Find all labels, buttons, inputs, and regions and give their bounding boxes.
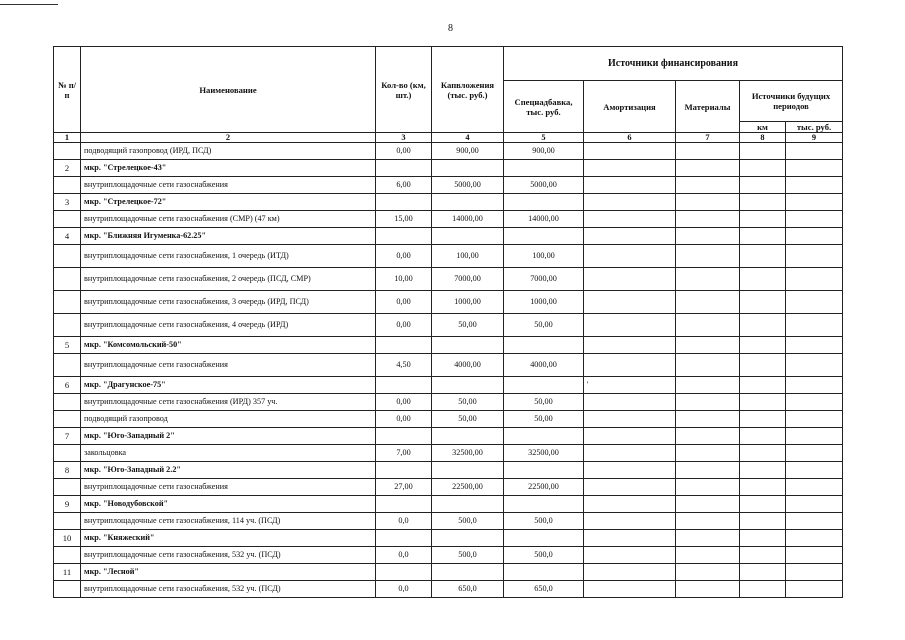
table-row bbox=[54, 354, 843, 377]
row-future-thousand-rub bbox=[786, 143, 843, 160]
row-qty bbox=[376, 160, 432, 177]
header-materials: Материалы bbox=[676, 81, 740, 133]
row-num bbox=[54, 291, 81, 314]
row-future-thousand-rub bbox=[786, 245, 843, 268]
row-qty bbox=[376, 228, 432, 245]
row-qty bbox=[376, 530, 432, 547]
row-materials bbox=[676, 314, 740, 337]
group-row bbox=[54, 428, 843, 445]
row-num: 11 bbox=[54, 564, 81, 581]
row-surcharge: 650,0 bbox=[504, 581, 584, 598]
row-capex bbox=[432, 530, 504, 547]
row-amortization bbox=[584, 268, 676, 291]
header-future-km: км bbox=[740, 122, 786, 133]
row-future-thousand-rub bbox=[786, 211, 843, 228]
row-capex: 900,00 bbox=[432, 143, 504, 160]
row-qty bbox=[376, 337, 432, 354]
row-capex bbox=[432, 194, 504, 211]
row-future-km bbox=[740, 228, 786, 245]
row-num bbox=[54, 513, 81, 530]
row-num bbox=[54, 445, 81, 462]
row-surcharge: 1000,00 bbox=[504, 291, 584, 314]
row-capex: 650,0 bbox=[432, 581, 504, 598]
row-amortization: ' bbox=[584, 377, 676, 394]
row-qty bbox=[376, 428, 432, 445]
row-materials bbox=[676, 496, 740, 513]
row-num: 4 bbox=[54, 228, 81, 245]
row-surcharge bbox=[504, 160, 584, 177]
row-name: внутриплощадочные сети газоснабжения, 2 очередь (ПСД, СМР) bbox=[81, 268, 376, 291]
row-surcharge bbox=[504, 564, 584, 581]
row-amortization bbox=[584, 211, 676, 228]
header-amortization: Амортизация bbox=[584, 81, 676, 133]
row-surcharge: 900,00 bbox=[504, 143, 584, 160]
row-future-thousand-rub bbox=[786, 337, 843, 354]
row-name: подводящий газопровод bbox=[81, 411, 376, 428]
row-surcharge: 100,00 bbox=[504, 245, 584, 268]
row-materials bbox=[676, 337, 740, 354]
row-surcharge bbox=[504, 337, 584, 354]
row-qty bbox=[376, 564, 432, 581]
row-materials bbox=[676, 581, 740, 598]
row-qty: 7,00 bbox=[376, 445, 432, 462]
row-future-km bbox=[740, 160, 786, 177]
row-surcharge: 7000,00 bbox=[504, 268, 584, 291]
row-materials bbox=[676, 160, 740, 177]
row-name: внутриплощадочные сети газоснабжения bbox=[81, 479, 376, 496]
row-future-km bbox=[740, 496, 786, 513]
row-materials bbox=[676, 177, 740, 194]
row-num bbox=[54, 581, 81, 598]
row-future-km bbox=[740, 547, 786, 564]
table-row bbox=[54, 513, 843, 530]
row-capex: 500,0 bbox=[432, 513, 504, 530]
row-qty: 0,0 bbox=[376, 513, 432, 530]
row-amortization bbox=[584, 530, 676, 547]
row-future-km bbox=[740, 268, 786, 291]
group-row bbox=[54, 530, 843, 547]
row-future-km bbox=[740, 513, 786, 530]
row-materials bbox=[676, 143, 740, 160]
row-materials bbox=[676, 228, 740, 245]
row-capex bbox=[432, 462, 504, 479]
row-qty: 15,00 bbox=[376, 211, 432, 228]
row-future-km bbox=[740, 211, 786, 228]
row-name: закольцовка bbox=[81, 445, 376, 462]
row-future-km bbox=[740, 445, 786, 462]
row-future-thousand-rub bbox=[786, 354, 843, 377]
row-name: внутриплощадочные сети газоснабжения, 4 очередь (ИРД) bbox=[81, 314, 376, 337]
table-row bbox=[54, 177, 843, 194]
row-amortization bbox=[584, 547, 676, 564]
row-future-thousand-rub bbox=[786, 462, 843, 479]
row-capex bbox=[432, 377, 504, 394]
row-amortization bbox=[584, 177, 676, 194]
table-row bbox=[54, 143, 843, 160]
row-capex: 22500,00 bbox=[432, 479, 504, 496]
row-surcharge bbox=[504, 377, 584, 394]
row-name: мкр. "Новодубовской" bbox=[81, 496, 376, 513]
table-row bbox=[54, 394, 843, 411]
row-capex: 5000,00 bbox=[432, 177, 504, 194]
row-future-thousand-rub bbox=[786, 496, 843, 513]
row-future-thousand-rub bbox=[786, 530, 843, 547]
group-row bbox=[54, 228, 843, 245]
row-future-km bbox=[740, 194, 786, 211]
row-name: внутриплощадочные сети газоснабжения (ИРД) 357 уч. bbox=[81, 394, 376, 411]
row-name: внутриплощадочные сети газоснабжения, 1 очередь (ИТД) bbox=[81, 245, 376, 268]
row-materials bbox=[676, 291, 740, 314]
row-name: мкр. "Лесной" bbox=[81, 564, 376, 581]
row-num: 3 bbox=[54, 194, 81, 211]
row-name: мкр. "Юго-Западный 2.2" bbox=[81, 462, 376, 479]
row-materials bbox=[676, 354, 740, 377]
row-qty: 0,00 bbox=[376, 394, 432, 411]
row-future-thousand-rub bbox=[786, 194, 843, 211]
row-num: 6 bbox=[54, 377, 81, 394]
row-qty: 0,00 bbox=[376, 314, 432, 337]
row-future-thousand-rub bbox=[786, 160, 843, 177]
row-amortization bbox=[584, 337, 676, 354]
row-name: внутриплощадочные сети газоснабжения, 3 очередь (ИРД, ПСД) bbox=[81, 291, 376, 314]
row-amortization bbox=[584, 564, 676, 581]
table-row bbox=[54, 268, 843, 291]
row-capex: 4000,00 bbox=[432, 354, 504, 377]
row-name: внутриплощадочные сети газоснабжения, 532 уч. (ПСД) bbox=[81, 547, 376, 564]
header-future-thousand-rub: тыс. руб. bbox=[786, 122, 843, 133]
row-future-thousand-rub bbox=[786, 547, 843, 564]
row-num bbox=[54, 245, 81, 268]
row-future-thousand-rub bbox=[786, 228, 843, 245]
row-qty bbox=[376, 194, 432, 211]
row-surcharge: 14000,00 bbox=[504, 211, 584, 228]
row-future-km bbox=[740, 479, 786, 496]
row-materials bbox=[676, 445, 740, 462]
row-qty: 0,00 bbox=[376, 245, 432, 268]
header-num: № п/п bbox=[54, 47, 81, 133]
row-num bbox=[54, 411, 81, 428]
header-qty: Кол-во (км, шт.) bbox=[376, 47, 432, 133]
row-capex: 50,00 bbox=[432, 394, 504, 411]
row-capex bbox=[432, 428, 504, 445]
row-num bbox=[54, 143, 81, 160]
column-number: 7 bbox=[676, 133, 740, 143]
row-amortization bbox=[584, 479, 676, 496]
row-materials bbox=[676, 428, 740, 445]
table-row bbox=[54, 291, 843, 314]
column-number: 9 bbox=[786, 133, 843, 143]
row-name: подводящий газопровод (ИРД, ПСД) bbox=[81, 143, 376, 160]
row-amortization bbox=[584, 411, 676, 428]
row-future-thousand-rub bbox=[786, 445, 843, 462]
row-materials bbox=[676, 411, 740, 428]
column-number: 3 bbox=[376, 133, 432, 143]
row-surcharge bbox=[504, 428, 584, 445]
row-amortization bbox=[584, 228, 676, 245]
row-name: внутриплощадочные сети газоснабжения, 114 уч. (ПСД) bbox=[81, 513, 376, 530]
row-future-km bbox=[740, 245, 786, 268]
column-number: 2 bbox=[81, 133, 376, 143]
row-capex: 50,00 bbox=[432, 411, 504, 428]
row-num: 7 bbox=[54, 428, 81, 445]
row-name: внутриплощадочные сети газоснабжения (СМР) (47 км) bbox=[81, 211, 376, 228]
row-materials bbox=[676, 194, 740, 211]
row-surcharge: 500,0 bbox=[504, 513, 584, 530]
row-future-thousand-rub bbox=[786, 564, 843, 581]
row-qty: 0,00 bbox=[376, 291, 432, 314]
row-amortization bbox=[584, 354, 676, 377]
row-capex bbox=[432, 496, 504, 513]
row-materials bbox=[676, 211, 740, 228]
corner-rule bbox=[0, 4, 58, 5]
table-row bbox=[54, 411, 843, 428]
row-surcharge: 500,0 bbox=[504, 547, 584, 564]
row-name: мкр. "Драгунское-75" bbox=[81, 377, 376, 394]
row-future-thousand-rub bbox=[786, 428, 843, 445]
row-amortization bbox=[584, 445, 676, 462]
row-materials bbox=[676, 547, 740, 564]
row-num: 10 bbox=[54, 530, 81, 547]
row-future-km bbox=[740, 177, 786, 194]
row-surcharge bbox=[504, 530, 584, 547]
row-future-km bbox=[740, 411, 786, 428]
row-materials bbox=[676, 462, 740, 479]
row-capex bbox=[432, 564, 504, 581]
row-future-km bbox=[740, 143, 786, 160]
row-num bbox=[54, 479, 81, 496]
row-name: мкр. "Комсомольский-50" bbox=[81, 337, 376, 354]
row-qty: 4,50 bbox=[376, 354, 432, 377]
row-amortization bbox=[584, 245, 676, 268]
row-capex: 7000,00 bbox=[432, 268, 504, 291]
row-materials bbox=[676, 394, 740, 411]
group-row bbox=[54, 462, 843, 479]
row-future-thousand-rub bbox=[786, 479, 843, 496]
header-capex: Капвложения (тыс. руб.) bbox=[432, 47, 504, 133]
row-qty bbox=[376, 462, 432, 479]
row-capex: 500,0 bbox=[432, 547, 504, 564]
row-amortization bbox=[584, 513, 676, 530]
row-amortization bbox=[584, 314, 676, 337]
row-name: мкр. "Княжеский" bbox=[81, 530, 376, 547]
row-future-km bbox=[740, 394, 786, 411]
row-surcharge: 22500,00 bbox=[504, 479, 584, 496]
row-name: мкр. "Стрелецкое-72" bbox=[81, 194, 376, 211]
row-qty: 6,00 bbox=[376, 177, 432, 194]
row-amortization bbox=[584, 428, 676, 445]
row-qty bbox=[376, 496, 432, 513]
row-name: внутриплощадочные сети газоснабжения bbox=[81, 177, 376, 194]
row-name: внутриплощадочные сети газоснабжения bbox=[81, 354, 376, 377]
row-qty: 0,0 bbox=[376, 547, 432, 564]
column-number: 6 bbox=[584, 133, 676, 143]
row-future-km bbox=[740, 564, 786, 581]
row-future-km bbox=[740, 530, 786, 547]
row-qty: 0,00 bbox=[376, 411, 432, 428]
row-future-km bbox=[740, 462, 786, 479]
table-row bbox=[54, 211, 843, 228]
group-row bbox=[54, 337, 843, 354]
table-row bbox=[54, 479, 843, 496]
row-num bbox=[54, 177, 81, 194]
row-future-thousand-rub bbox=[786, 268, 843, 291]
row-surcharge: 50,00 bbox=[504, 411, 584, 428]
column-number: 1 bbox=[54, 133, 81, 143]
row-num bbox=[54, 268, 81, 291]
row-surcharge: 50,00 bbox=[504, 314, 584, 337]
row-amortization bbox=[584, 581, 676, 598]
row-num: 5 bbox=[54, 337, 81, 354]
table-row bbox=[54, 245, 843, 268]
row-num bbox=[54, 211, 81, 228]
row-amortization bbox=[584, 291, 676, 314]
row-name: мкр. "Стрелецкое-43" bbox=[81, 160, 376, 177]
row-qty: 0,0 bbox=[376, 581, 432, 598]
row-surcharge bbox=[504, 194, 584, 211]
row-amortization bbox=[584, 143, 676, 160]
row-num bbox=[54, 394, 81, 411]
row-materials bbox=[676, 530, 740, 547]
column-number: 5 bbox=[504, 133, 584, 143]
row-future-thousand-rub bbox=[786, 291, 843, 314]
group-row bbox=[54, 194, 843, 211]
row-qty: 10,00 bbox=[376, 268, 432, 291]
header-surcharge: Спецнадбавка, тыс. руб. bbox=[504, 81, 584, 133]
row-future-km bbox=[740, 428, 786, 445]
row-amortization bbox=[584, 462, 676, 479]
row-capex: 32500,00 bbox=[432, 445, 504, 462]
row-capex bbox=[432, 228, 504, 245]
row-qty: 27,00 bbox=[376, 479, 432, 496]
table-row bbox=[54, 314, 843, 337]
row-capex: 14000,00 bbox=[432, 211, 504, 228]
row-qty bbox=[376, 377, 432, 394]
row-num bbox=[54, 547, 81, 564]
column-number: 8 bbox=[740, 133, 786, 143]
row-materials bbox=[676, 564, 740, 581]
column-number-row bbox=[54, 133, 843, 143]
row-future-km bbox=[740, 337, 786, 354]
row-materials bbox=[676, 479, 740, 496]
row-materials bbox=[676, 513, 740, 530]
row-capex bbox=[432, 337, 504, 354]
header-name: Наименование bbox=[81, 47, 376, 133]
row-num bbox=[54, 314, 81, 337]
group-row bbox=[54, 160, 843, 177]
row-capex: 50,00 bbox=[432, 314, 504, 337]
row-materials bbox=[676, 268, 740, 291]
group-row bbox=[54, 564, 843, 581]
financing-table bbox=[53, 46, 843, 598]
row-num: 8 bbox=[54, 462, 81, 479]
row-future-thousand-rub bbox=[786, 411, 843, 428]
row-amortization bbox=[584, 496, 676, 513]
row-future-km bbox=[740, 354, 786, 377]
header-row-1 bbox=[54, 47, 843, 81]
row-capex bbox=[432, 160, 504, 177]
row-amortization bbox=[584, 160, 676, 177]
row-future-km bbox=[740, 291, 786, 314]
row-future-thousand-rub bbox=[786, 314, 843, 337]
row-name: внутриплощадочные сети газоснабжения, 532 уч. (ПСД) bbox=[81, 581, 376, 598]
row-num: 9 bbox=[54, 496, 81, 513]
row-future-thousand-rub bbox=[786, 581, 843, 598]
row-name: мкр. "Ближняя Игуменка-62.25" bbox=[81, 228, 376, 245]
row-materials bbox=[676, 377, 740, 394]
page-number: 8 bbox=[448, 23, 453, 34]
row-future-thousand-rub bbox=[786, 513, 843, 530]
row-surcharge: 32500,00 bbox=[504, 445, 584, 462]
row-surcharge: 4000,00 bbox=[504, 354, 584, 377]
row-name: мкр. "Юго-Западный 2" bbox=[81, 428, 376, 445]
table-row bbox=[54, 445, 843, 462]
row-surcharge: 5000,00 bbox=[504, 177, 584, 194]
table-row bbox=[54, 547, 843, 564]
row-qty: 0,00 bbox=[376, 143, 432, 160]
column-number: 4 bbox=[432, 133, 504, 143]
table-row bbox=[54, 581, 843, 598]
row-surcharge bbox=[504, 228, 584, 245]
row-surcharge bbox=[504, 462, 584, 479]
row-num bbox=[54, 354, 81, 377]
row-future-km bbox=[740, 581, 786, 598]
row-future-thousand-rub bbox=[786, 377, 843, 394]
group-row bbox=[54, 377, 843, 394]
row-surcharge: 50,00 bbox=[504, 394, 584, 411]
group-row bbox=[54, 496, 843, 513]
header-future-periods: Источники будущих периодов bbox=[740, 81, 843, 122]
row-capex: 100,00 bbox=[432, 245, 504, 268]
row-future-thousand-rub bbox=[786, 394, 843, 411]
row-num: 2 bbox=[54, 160, 81, 177]
row-surcharge bbox=[504, 496, 584, 513]
row-amortization bbox=[584, 194, 676, 211]
row-future-thousand-rub bbox=[786, 177, 843, 194]
row-capex: 1000,00 bbox=[432, 291, 504, 314]
header-sources: Источники финансирования bbox=[504, 47, 843, 81]
row-future-km bbox=[740, 314, 786, 337]
row-future-km bbox=[740, 377, 786, 394]
row-materials bbox=[676, 245, 740, 268]
row-amortization bbox=[584, 394, 676, 411]
